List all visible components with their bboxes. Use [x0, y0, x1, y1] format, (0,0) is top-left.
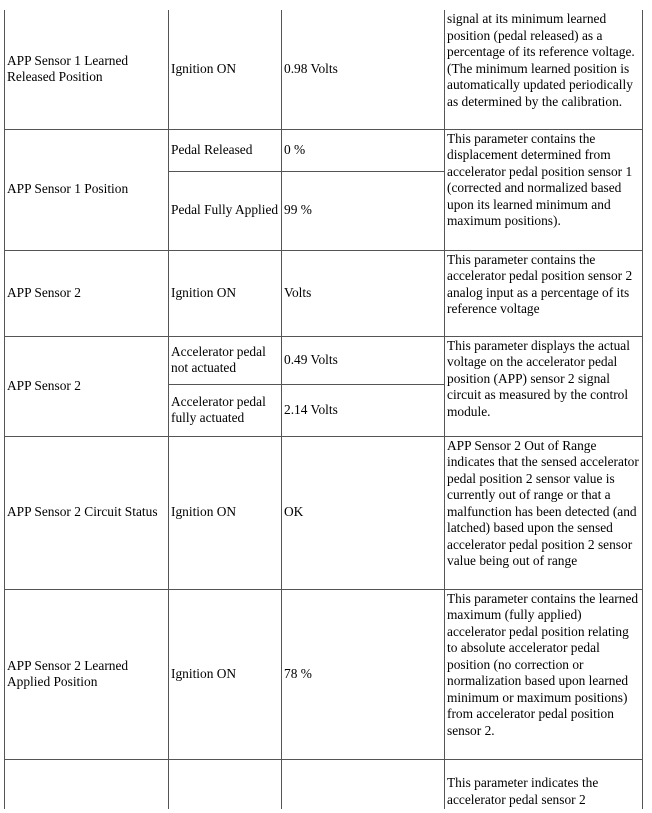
table-row — [5, 589, 643, 759]
condition-cell: Ignition ON — [169, 10, 282, 129]
table-row — [5, 336, 643, 384]
condition-cell — [169, 759, 282, 809]
description-cell: This parameter indicates the accelerator pedal sensor 2 — [445, 759, 643, 809]
value-cell: OK — [282, 436, 445, 589]
value-cell: 0 % — [282, 129, 445, 171]
parameter-cell: APP Sensor 1 Learned Released Position — [5, 10, 169, 129]
parameter-table — [4, 10, 643, 809]
value-cell: 0.49 Volts — [282, 336, 445, 384]
description-cell: This parameter contains the displacement determined from accelerator pedal position sensor 1 (corrected and normalized based upon its learned minimum and maximum positions). — [445, 129, 643, 250]
condition-cell: Ignition ON — [169, 589, 282, 759]
description-cell: This parameter contains the learned maximum (fully applied) accelerator pedal position relating to absolute accelerator pedal position (no correction or normalization based upon learned minimum or maximum positions) from accelerator pedal position sensor 2. — [445, 589, 643, 759]
parameter-cell: APP Sensor 2 — [5, 336, 169, 436]
value-cell: Volts — [282, 250, 445, 336]
value-cell: 78 % — [282, 589, 445, 759]
description-cell: This parameter contains the accelerator pedal position sensor 2 analog input as a percentage of its reference voltage — [445, 250, 643, 336]
description-cell: This parameter displays the actual voltage on the accelerator pedal position (APP) sensor 2 signal circuit as measured by the control module. — [445, 336, 643, 436]
table-row — [5, 436, 643, 589]
parameter-cell: APP Sensor 2 Learned Applied Position — [5, 589, 169, 759]
value-cell: 99 % — [282, 171, 445, 250]
condition-cell: Pedal Fully Applied — [169, 171, 282, 250]
table-row — [5, 10, 643, 129]
parameter-cell: APP Sensor 2 Circuit Status — [5, 436, 169, 589]
table-row — [5, 759, 643, 809]
condition-cell: Ignition ON — [169, 250, 282, 336]
description-cell: signal at its minimum learned position (pedal released) as a percentage of its reference voltage. (The minimum learned position is automatically updated periodically as determined by the calibration. — [445, 10, 643, 129]
description-cell: APP Sensor 2 Out of Range indicates that the sensed accelerator pedal position 2 sensor value is currently out of range or that a malfunction has been detected (and latched) based upon the sensed accelerator pedal position 2 sensor value being out of range — [445, 436, 643, 589]
value-cell — [282, 759, 445, 809]
condition-cell: Ignition ON — [169, 436, 282, 589]
condition-cell: Pedal Released — [169, 129, 282, 171]
condition-cell: Accelerator pedal fully actuated — [169, 384, 282, 436]
parameter-cell: APP Sensor 2 — [5, 250, 169, 336]
parameter-cell: APP Sensor 1 Position — [5, 129, 169, 250]
table-row — [5, 250, 643, 336]
table-row — [5, 129, 643, 171]
value-cell: 0.98 Volts — [282, 10, 445, 129]
condition-cell: Accelerator pedal not actuated — [169, 336, 282, 384]
value-cell: 2.14 Volts — [282, 384, 445, 436]
parameter-cell — [5, 759, 169, 809]
